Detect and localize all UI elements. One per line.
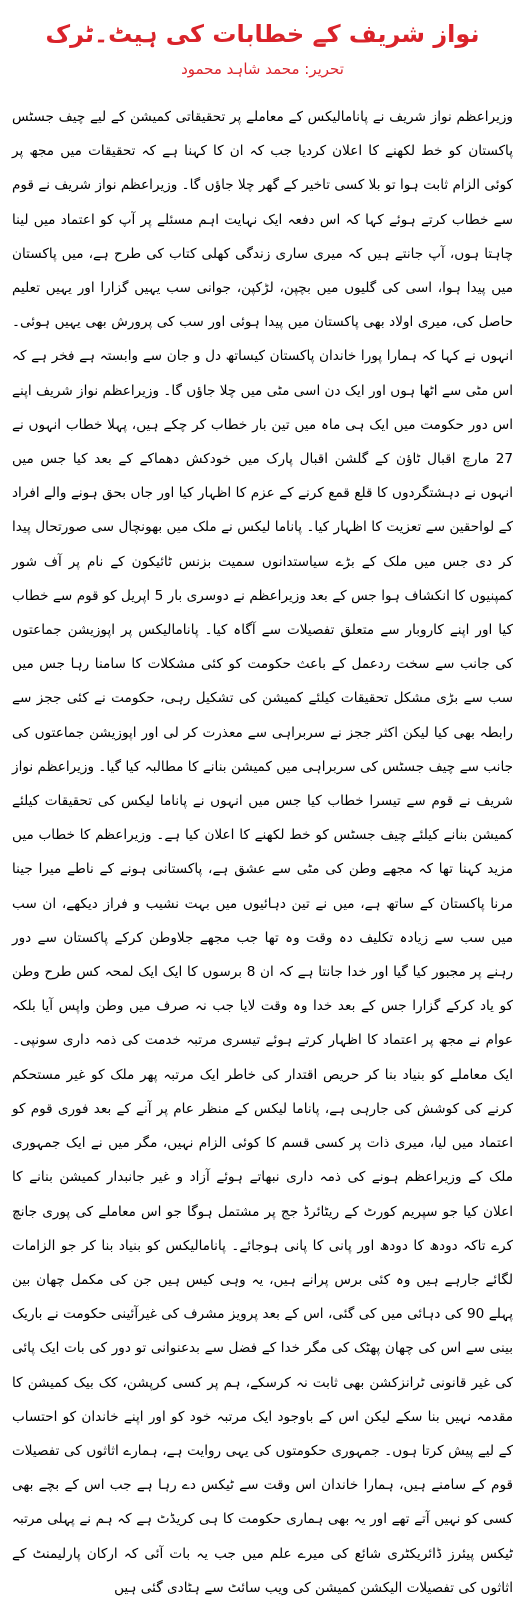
article-byline: تحریر: محمد شاہد محمود [181, 60, 344, 78]
article-body: وزیراعظم نواز شریف نے پانامالیکس کے معاملے پر تحقیقاتی کمیشن کے لیے چیف جسٹس پاکستان کو خط لکھنے کا اعلان کردیا جب کہ ان کا کہنا ہے کہ تحقیقات میں مجھ پر کوئی الزام ثابت ہوا تو بلا کسی تاخیر کے گھر چلا جاؤں گا۔ وزیراعظم نواز شریف نے قوم سے خطاب کرتے ہوئے کہا کہ اس دفعہ ایک نہایت اہم مسئلے پر آپ کو اعتماد میں لینا چاہتا ہوں، آپ جانتے ہیں کہ میری ساری زندگی کھلی کتاب کی طرح ہے، میں پاکستان میں پیدا ہوا، اسی کی گلیوں میں بچپن، لڑکپن، جوانی سب یہیں گزارا اور یہیں تعلیم حاصل کی، میری اولاد بھی پاکستان میں پیدا ہوئی اور سب کی پرورش بھی یہیں ہوئی۔ انہوں نے کہا کہ ہمارا پورا خاندان پاکستان کیساتھ دل و جان سے وابستہ ہے فخر ہے کہ اس مٹی سے اٹھا ہوں اور ایک دن اسی مٹی میں چلا جاؤں گا۔ وزیراعظم نواز شریف اپنے اس دور حکومت میں ایک ہی ماہ میں تین بار خطاب کر چکے ہیں، پہلا خطاب انہوں نے 27 مارچ اقبال ٹاؤن کے گلشن اقبال پارک میں خودکش دھماکے کے بعد کیا جس میں انہوں نے دہشتگردوں کا قلع قمع کرنے کے عزم کا اظہار کیا اور جاں بحق ہونے والے افراد کے لواحقین سے تعزیت کا اظہار کیا۔ پاناما لیکس نے ملک میں بھونچال سی صورتحال پیدا کر دی جس میں ملک کے بڑے سیاستدانوں سمیت بزنس ٹائیکون کے نام پر آف شور کمپنیوں کا انکشاف ہوا جس کے بعد وزیراعظم نے دوسری بار 5 اپریل کو قوم سے خطاب کیا اور اپنے کاروبار سے متعلق تفصیلات سے آگاہ کیا۔ پانامالیکس پر اپوزیشن جماعتوں کی جانب سے سخت ردعمل کے باعث حکومت کو کئی مشکلات کا سامنا رہا جس میں سب سے بڑی مشکل تحقیقات کیلئے کمیشن کی تشکیل رہی، حکومت نے کئی ججز سے رابطہ بھی کیا لیکن اکثر ججز نے سربراہی سے معذرت کر لی اور اپوزیشن جماعتوں کی جانب سے چیف جسٹس کی سربراہی میں کمیشن بنانے کا مطالبہ کیا گیا۔ وزیراعظم نواز شریف نے قوم سے تیسرا خطاب کیا جس میں انہوں نے پاناما لیکس کی تحقیقات کیلئے کمیشن بنانے کیلئے چیف جسٹس کو خط لکھنے کا اعلان کیا ہے۔ وزیراعظم کا خطاب میں مزید کہنا تھا کہ مجھے وطن کی مٹی سے عشق ہے، پاکستانی ہونے کے ناطے میرا جینا مرنا پاکستان کے ساتھ ہے، میں نے تین دہائیوں میں بہت نشیب و فراز دیکھے، ان سب میں سب سے زیادہ تکلیف دہ وقت وہ تھا جب مجھے جلاوطن کرکے پاکستان سے دور رہنے پر مجبور کیا گیا اور خدا جانتا ہے کہ ان 8 برسوں کا ایک ایک لمحہ کس طرح وطن کو یاد کرکے گزارا جس کے بعد خدا وہ وقت لایا جب نہ صرف میں وطن واپس آیا بلکہ عوام نے مجھ پر اعتماد کا اظہار کرتے ہوئے تیسری مرتبہ خدمت کی ذمہ داری سونپی۔ ایک معاملے کو بنیاد بنا کر حریص اقتدار کی خاطر ایک مرتبہ پھر ملک کو غیر مستحکم کرنے کی کوشش کی جارہی ہے، پاناما لیکس کے منظر عام پر آنے کے بعد فوری قوم کو اعتماد میں لیا، میری ذات پر کسی قسم کا کوئی الزام نہیں، مگر میں نے ایک جمہوری ملک کے وزیراعظم ہونے کی ذمہ داری نبھاتے ہوئے آزاد و غیر جانبدار کمیشن بنانے کا اعلان کیا جو سپریم کورٹ کے ریٹائرڈ جج پر مشتمل ہوگا جو اس معاملے کی پوری جانچ کرے تاکہ دودھ کا دودھ اور پانی کا پانی ہوجائے۔ پانامالیکس کو بنیاد بنا کر جو الزامات لگائے جارہے ہیں وہ کئی برس پرانے ہیں، یہ وہی کیس ہیں جن کی مکمل چھان بین پہلے 90 کی دہائی میں کی گئی، اس کے بعد پرویز مشرف کی غیرآئینی حکومت نے باریک بینی سے اس کی چھان پھٹک کی مگر خدا کے فضل سے بدعنوانی تو دور کی بات ایک پائی کی غیر قانونی ٹرانزکشن بھی ثابت نہ کرسکے، ہم پر کسی کرپشن، کک بیک کمیشن کا مقدمہ نہیں بنا سکے لیکن اس کے باوجود ایک مرتبہ خود کو اور اپنے خاندان کو احتساب کے لیے پیش کرتا ہوں۔ جمہوری حکومتوں کی یہی روایت ہے، ہمارے اثاثوں کی تفصیلات قوم کے سامنے ہیں، ہمارا خاندان اس وقت سے ٹیکس دے رہا ہے جب اس کے بچے بھی کسی کو نہیں آتے تھے اور یہ بھی ہماری حکومت کا ہی کریڈٹ ہے کہ ہم نے پہلی مرتبہ ٹیکس پیئرز ڈائریکٹری شائع کی میرے علم میں جب یہ بات آئی کہ ارکان پارلیمنٹ کے اثاثوں کی تفصیلات الیکشن کمیشن کی ویب سائٹ سے ہٹادی گئی ہیں [12, 109, 514, 1596]
article-title: نواز شریف کے خطابات کی ہیٹ۔ٹرک [45, 20, 480, 48]
